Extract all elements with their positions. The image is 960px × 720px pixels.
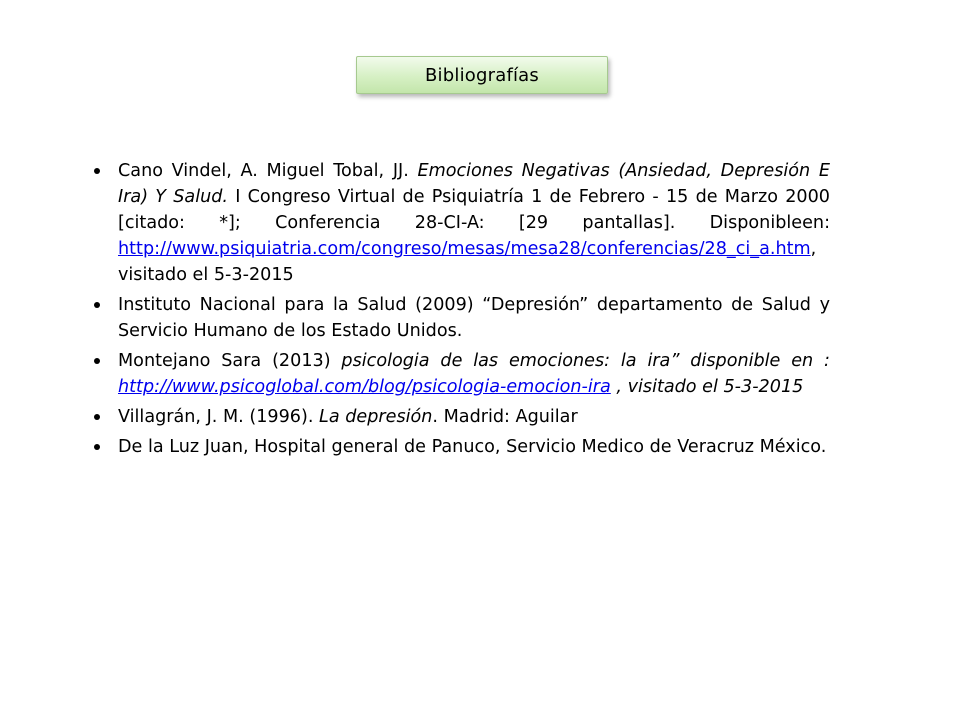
list-item [92,348,830,400]
ref-text: Instituto Nacional para la Salud (2009) “Depresión” departamento de Salud y Servicio Humano de los Estado Unidos. [118,295,830,341]
ref-title: Emociones Negativas (Ansiedad, Depresión E Ira) Y Salud. [118,161,830,207]
ref-visited: , visitado el 5-3-2015 [610,377,804,397]
ref-authors: Montejano Sara (2013) [118,351,342,371]
list-item [92,434,830,460]
ref-title: psicologia de las emociones: la ira” disponible en : [341,351,830,371]
list-item [92,404,830,430]
ref-authors: Cano Vindel, A. Miguel Tobal, JJ. [118,161,418,181]
bibliography-list [92,158,830,464]
ref-title: La depresión [319,407,433,427]
ref-authors: Villagrán, J. M. (1996). [118,407,320,427]
ref-details: I Congreso Virtual de Psiquiatría 1 de Febrero - 15 de Marzo 2000 [citado: *]; Conferencia 28-CI-A: [29 pantallas]. Disponibleen: [118,187,830,233]
ref-link[interactable]: http://www.psicoglobal.com/blog/psicologia-emocion-ira [118,377,611,397]
ref-text: De la Luz Juan, Hospital general de Panuco, Servicio Medico de Veracruz México. [118,437,827,457]
list-item [92,292,830,344]
title-box [356,56,608,94]
ref-link[interactable]: http://www.psiquiatria.com/congreso/mesas/mesa28/conferencias/28_ci_a.htm [118,239,811,259]
page-title: Bibliografías [425,64,539,86]
ref-visited: , visitado el 5-3-2015 [118,239,817,285]
ref-details: . Madrid: Aguilar [432,407,578,427]
list-item [92,158,830,288]
